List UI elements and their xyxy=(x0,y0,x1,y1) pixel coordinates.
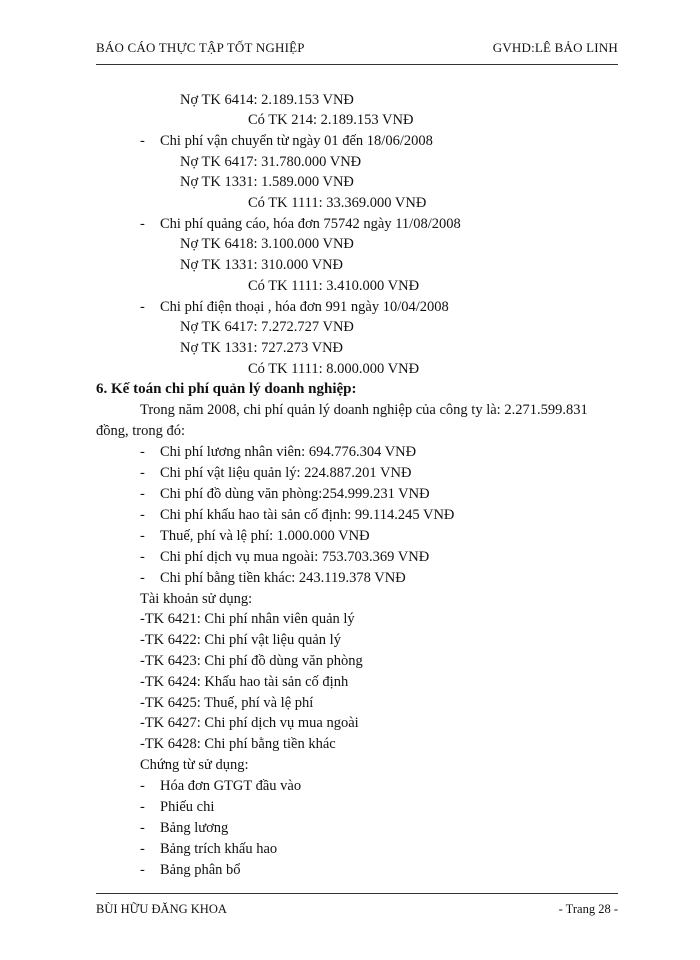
entry-line: Chi phí vận chuyển từ ngày 01 đến 18/06/2008 xyxy=(160,133,433,149)
bullet-dash: - xyxy=(140,778,145,794)
bullet-dash: - xyxy=(140,820,145,836)
entry-line: Có TK 1111: 33.369.000 VNĐ xyxy=(248,195,427,211)
entry-line: Nợ TK 6417: 7.272.727 VNĐ xyxy=(180,319,354,335)
account-item: -TK 6427: Chi phí dịch vụ mua ngoài xyxy=(140,715,359,731)
doc-item: Bảng lương xyxy=(160,820,229,836)
author-name: BÙI HỮU ĐĂNG KHOA xyxy=(96,902,227,916)
entry-line: Có TK 1111: 3.410.000 VNĐ xyxy=(248,278,420,294)
bullet-dash: - xyxy=(140,507,145,523)
entry-line: Có TK 214: 2.189.153 VNĐ xyxy=(248,112,414,128)
cost-item: Chi phí vật liệu quản lý: 224.887.201 VNĐ xyxy=(160,465,412,481)
bullet-dash: - xyxy=(140,133,145,149)
supervisor-name: GVHD:LÊ BẢO LINH xyxy=(492,40,618,55)
entry-line: Nợ TK 1331: 1.589.000 VNĐ xyxy=(180,174,354,190)
cost-item: Thuế, phí và lệ phí: 1.000.000 VNĐ xyxy=(160,528,370,544)
page-number: - Trang 28 - xyxy=(558,902,618,916)
bullet-dash: - xyxy=(140,486,145,502)
account-item: -TK 6421: Chi phí nhân viên quản lý xyxy=(140,611,355,627)
bullet-dash: - xyxy=(140,862,145,878)
header-rule xyxy=(96,64,618,65)
entry-line: Có TK 1111: 8.000.000 VNĐ xyxy=(248,361,420,377)
doc-item: Hóa đơn GTGT đầu vào xyxy=(160,778,302,794)
doc-item: Phiếu chi xyxy=(160,799,215,815)
bullet-dash: - xyxy=(140,549,145,565)
intro-text: Trong năm 2008, chi phí quản lý doanh nghiệp của công ty là: 2.271.599.831 xyxy=(140,402,588,418)
doc-item: Bảng trích khấu hao xyxy=(160,841,278,857)
doc-item: Bảng phân bổ xyxy=(160,862,241,878)
bullet-dash: - xyxy=(140,570,145,586)
cost-item: Chi phí dịch vụ mua ngoài: 753.703.369 VNĐ xyxy=(160,549,430,565)
entry-line: Nợ TK 6417: 31.780.000 VNĐ xyxy=(180,154,362,170)
footer-rule xyxy=(96,893,618,894)
docs-title: Chứng từ sử dụng: xyxy=(140,757,249,773)
cost-item: Chi phí khấu hao tài sản cố định: 99.114.245 VNĐ xyxy=(160,507,455,523)
page-header xyxy=(96,40,618,60)
report-title: BÁO CÁO THỰC TẬP TỐT NGHIỆP xyxy=(96,40,305,55)
entry-line: Chi phí điện thoại , hóa đơn 991 ngày 10/04/2008 xyxy=(160,299,449,315)
account-item: -TK 6422: Chi phí vật liệu quản lý xyxy=(140,632,341,648)
bullet-dash: - xyxy=(140,465,145,481)
cost-item: Chi phí bằng tiền khác: 243.119.378 VNĐ xyxy=(160,570,406,586)
entry-line: Chi phí quảng cáo, hóa đơn 75742 ngày 11/08/2008 xyxy=(160,216,461,232)
cost-item: Chi phí đồ dùng văn phòng:254.999.231 VNĐ xyxy=(160,486,430,502)
account-item: -TK 6425: Thuế, phí và lệ phí xyxy=(140,695,314,711)
intro-text: đồng, trong đó: xyxy=(96,423,186,439)
bullet-dash: - xyxy=(140,841,145,857)
bullet-dash: - xyxy=(140,528,145,544)
accounts-title: Tài khoản sử dụng: xyxy=(140,591,253,607)
cost-item: Chi phí lương nhân viên: 694.776.304 VNĐ xyxy=(160,444,417,460)
bullet-dash: - xyxy=(140,799,145,815)
page-footer xyxy=(96,902,618,922)
bullet-dash: - xyxy=(140,299,145,315)
entry-line: Nợ TK 6414: 2.189.153 VNĐ xyxy=(180,92,354,108)
entry-line: Nợ TK 6418: 3.100.000 VNĐ xyxy=(180,236,354,252)
bullet-dash: - xyxy=(140,216,145,232)
entry-line: Nợ TK 1331: 310.000 VNĐ xyxy=(180,257,344,273)
bullet-dash: - xyxy=(140,444,145,460)
account-item: -TK 6423: Chi phí đồ dùng văn phòng xyxy=(140,653,363,669)
entry-line: Nợ TK 1331: 727.273 VNĐ xyxy=(180,340,344,356)
section-heading: 6. Kế toán chi phí quản lý doanh nghiệp: xyxy=(96,381,357,397)
account-item: -TK 6428: Chi phí bằng tiền khác xyxy=(140,736,336,752)
account-item: -TK 6424: Khấu hao tài sản cố định xyxy=(140,674,349,690)
